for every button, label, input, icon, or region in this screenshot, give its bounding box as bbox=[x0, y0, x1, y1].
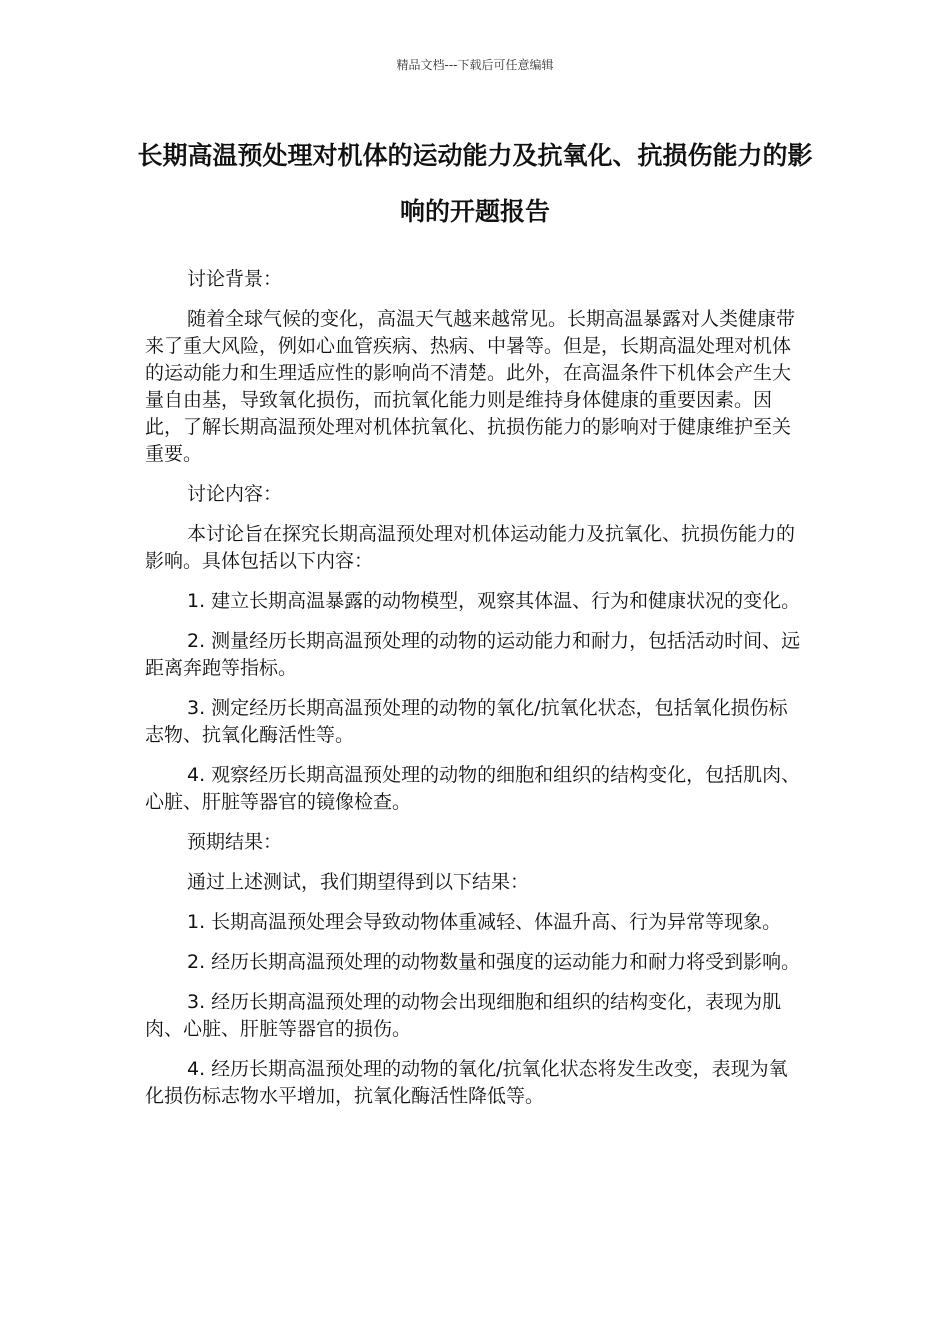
header-watermark: 精品文档---下载后可任意编辑 bbox=[396, 58, 554, 72]
result-item-1: 1. 长期高温预处理会导致动物体重减轻、体温升高、行为异常等现象。 bbox=[187, 911, 782, 933]
document-title: 长期高温预处理对机体的运动能力及抗氧化、抗损伤能力的影响的开题报告 bbox=[137, 141, 813, 226]
paragraph-expected-intro: 通过上述测试，我们期望得到以下结果： bbox=[187, 871, 530, 893]
document-body bbox=[145, 266, 805, 1123]
result-item-3: 3. 经历长期高温预处理的动物会出现细胞和组织的结构变化，表现为肌肉、心脏、肝脏等器官的损伤。 bbox=[145, 991, 782, 1040]
section-heading-expected: 预期结果： bbox=[187, 831, 283, 853]
result-item-2: 2. 经历长期高温预处理的动物数量和强度的运动能力和耐力将受到影响。 bbox=[187, 951, 801, 973]
section-heading-content: 讨论内容： bbox=[187, 483, 283, 505]
paragraph-background: 随着全球气候的变化，高温天气越来越常见。长期高温暴露对人类健康带来了重大风险，例如心血管疾病、热病、中暑等。但是，长期高温处理对机体的运动能力和生理适应性的影响尚不清楚。此外，在高温条件下机体会产生大量自由基，导致氧化损伤，而抗氧化能力则是维持身体健康的重要因素。因此，了解长期高温预处理对机体抗氧化、抗损伤能力的影响对于健康维护至关重要。 bbox=[145, 308, 796, 465]
result-item-4: 4. 经历长期高温预处理的动物的氧化/抗氧化状态将发生改变，表现为氧化损伤标志物水平增加，抗氧化酶活性降低等。 bbox=[145, 1058, 788, 1107]
content-item-2: 2. 测量经历长期高温预处理的动物的运动能力和耐力，包括活动时间、远距离奔跑等指标。 bbox=[145, 630, 801, 679]
section-heading-background: 讨论背景： bbox=[187, 268, 283, 290]
content-item-1: 1. 建立长期高温暴露的动物模型，观察其体温、行为和健康状况的变化。 bbox=[187, 590, 801, 612]
content-item-4: 4. 观察经历长期高温预处理的动物的细胞和组织的结构变化，包括肌肉、心脏、肝脏等器官的镜像检查。 bbox=[145, 764, 801, 813]
content-item-3: 3. 测定经历长期高温预处理的动物的氧化/抗氧化状态，包括氧化损伤标志物、抗氧化酶活性等。 bbox=[145, 697, 788, 746]
paragraph-content-intro: 本讨论旨在探究长期高温预处理对机体运动能力及抗氧化、抗损伤能力的影响。具体包括以下内容： bbox=[145, 523, 796, 572]
